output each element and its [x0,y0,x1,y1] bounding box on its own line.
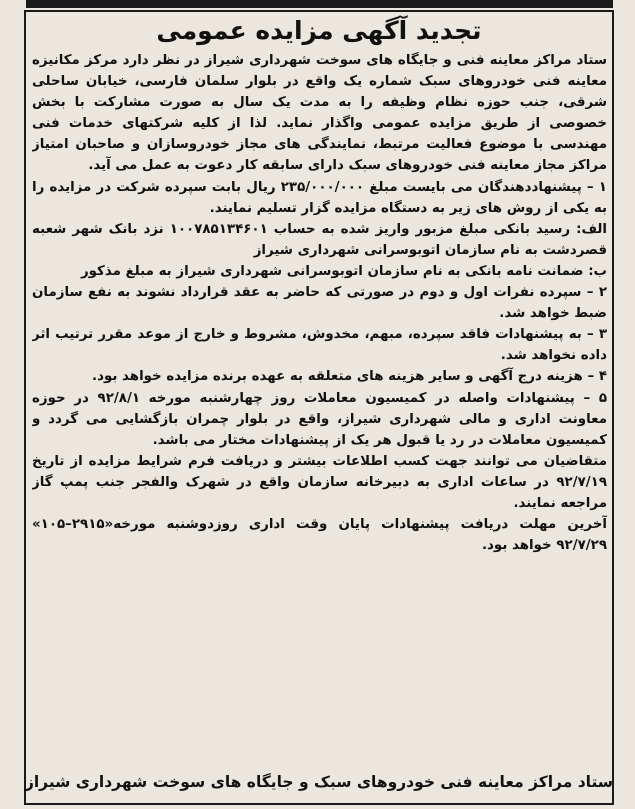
item-2: ۲ – سپرده نفرات اول و دوم در صورتی که حاضر به عقد قرارداد نشوند به نفع سازمان ضبط خواهد شد. [32,285,607,322]
item-alef-label: الف: [576,221,607,237]
item-alef [32,219,607,261]
item-be [32,261,607,282]
top-border-bar [26,0,613,8]
deadline-text: آخرین مهلت دریافت پیشنهادات پایان وقت اداری روزدوشنبه مورخه ۹۲/۷/۲۹ خواهد بود. [113,517,607,554]
item-be-label: ب: [588,263,607,279]
ad-body [32,50,607,762]
ad-footer-signature: ستاد مراکز معاینه فنی خودروهای سبک و جایگاه های سوخت شهرداری شیراز [24,773,614,791]
item-alef-text: رسید بانکی مبلغ مزبور واریز شده به حساب ۱۰۰۷۸۵۱۳۴۶۰۱ نزد بانک شهر شعبه قصردشت به نام سازمان اتوبوسرانی شهرداری شیراز [32,221,607,258]
reference-code: «۱۰۵–۲۹۱۵» [32,517,114,533]
item-4: ۴ – هزینه درج آگهی و سایر هزینه های متعلقه به عهده برنده مزایده خواهد بود. [92,369,607,385]
applicants-paragraph: متقاضیان می توانند جهت کسب اطلاعات بیشتر و دریافت فرم شرایط مزایده از تاریخ ۹۲/۷/۱۹ در ساعات اداری به دبیرخانه سازمان واقع در شهرک والفجر جنب پمپ گاز مراجعه نمایند. [32,453,607,511]
deadline-paragraph [32,514,607,556]
ad-title: تجدید آگهی مزایده عمومی [156,16,482,45]
item-3: ۳ – به پیشنهادات فاقد سپرده، مبهم، مخدوش، مشروط و خارج از موعد مقرر ترتیب اثر داده نخواهد شد. [32,327,607,364]
item-1: ۱ – پیشنهاددهندگان می بایست مبلغ ۲۳۵/۰۰۰/۰۰۰ ریال بابت سپرده شرکت در مزایده را به یکی از روش های زیر به دستگاه مزایده گزار تسلیم نمایند. [32,179,607,216]
item-be-text: ضمانت نامه بانکی به نام سازمان اتوبوسرانی شهرداری شیراز به مبلغ مذکور [80,263,589,279]
item-5: ۵ – پیشنهادات واصله در کمیسیون معاملات روز چهارشنبه مورخه ۹۲/۸/۱ در حوزه معاونت اداری و مالی شهرداری شیراز، واقع در بلوار چمران بازگشایی می گردد و کمیسیون معاملات در رد یا قبول هر یک از پیشنهادات مختار می باشد. [32,390,607,448]
intro-paragraph: ستاد مراکز معاینه فنی و جایگاه های سوخت شهرداری شیراز در نظر دارد مرکز مکانیزه معاینه فنی خودروهای سبک شماره یک واقع در بلوار سلمان فارسی، خیابان ساحلی شرقی، جنب حوزه نظام وظیفه را به مدت یک سال به صورت مشارکت با بخش خصوصی از طریق مزایده عمومی واگذار نماید. لذا از کلیه شرکتهای خدمات فنی مهندسی با موضوع فعالیت مرتبط، نمایندگی های مجاز خودروسازان و صاحبان امتیاز مراکز مجاز معاینه فنی خودروهای سبک دارای سابقه کار دعوت به عمل می آید. [32,53,607,174]
